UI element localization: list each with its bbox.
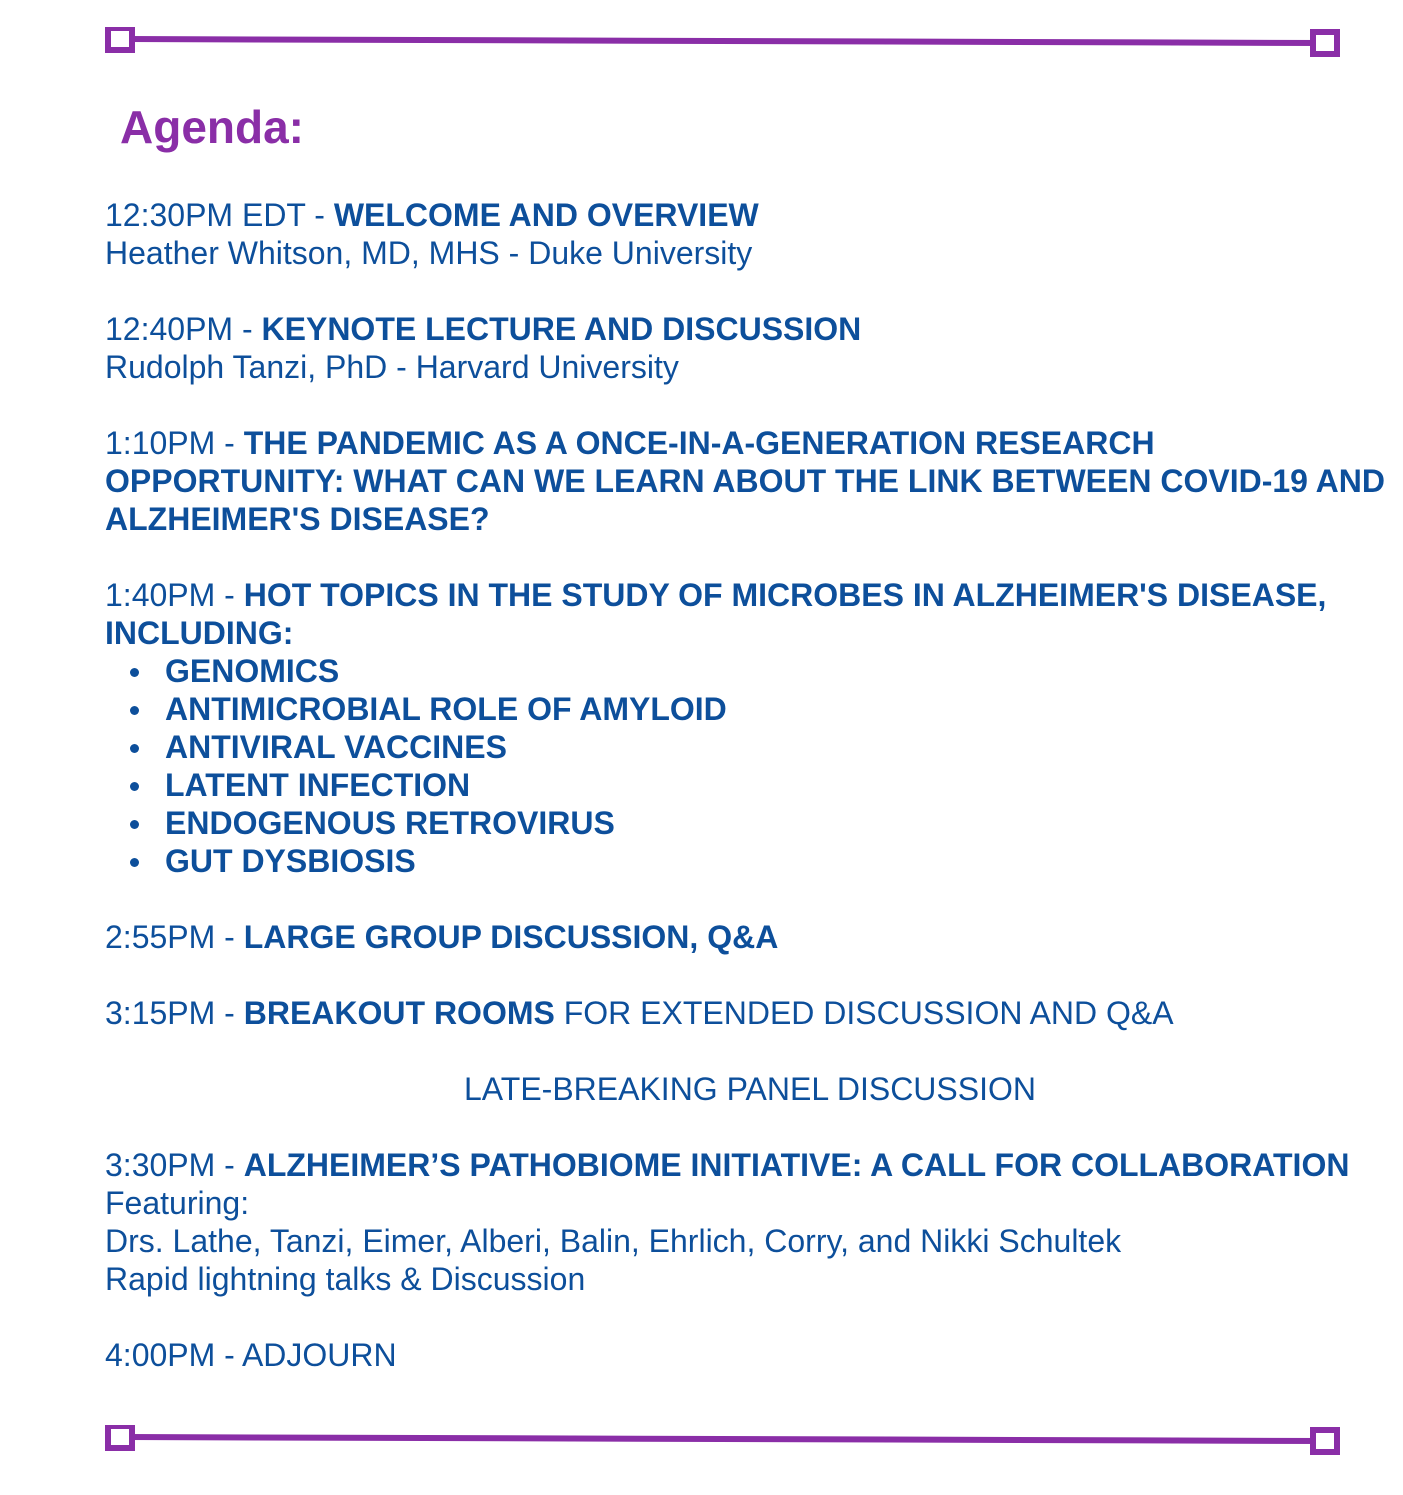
agenda-item-breakout: [105, 994, 1395, 1032]
agenda-item-group-discussion: [105, 918, 1395, 956]
agenda-session-title: ALZHEIMER’S PATHOBIOME INITIATIVE: A CALL FOR COLLABORATION: [243, 1147, 1350, 1183]
agenda-session-title: KEYNOTE LECTURE AND DISCUSSION: [261, 311, 862, 347]
top-divider: [104, 27, 1340, 57]
agenda-item-hot-topics: [105, 576, 1395, 880]
agenda-session-title: BREAKOUT ROOMS: [243, 995, 555, 1031]
panel-discussion-heading: [105, 1070, 1395, 1108]
agenda-time: 12:30PM EDT -: [105, 197, 334, 233]
agenda-time: 1:10PM -: [105, 425, 244, 461]
agenda-time: 1:40PM -: [105, 577, 244, 613]
agenda-session-title: THE PANDEMIC AS A ONCE-IN-A-GENERATION RESEARCH OPPORTUNITY: WHAT CAN WE LEARN ABOUT THE LINK BETWEEN COVID-19 AND ALZHEIMER'S DISEASE?: [105, 425, 1385, 537]
agenda-time: 3:30PM -: [105, 1147, 244, 1183]
featured-speakers: Drs. Lathe, Tanzi, Eimer, Alberi, Balin, Ehrlich, Corry, and Nikki Schultek: [105, 1223, 1122, 1259]
agenda-speaker: Heather Whitson, MD, MHS - Duke University: [105, 235, 753, 271]
topic-list-item: GUT DYSBIOSIS: [165, 842, 1395, 880]
agenda-item-welcome: [105, 196, 1395, 272]
topic-list-item: ANTIMICROBIAL ROLE OF AMYLOID: [165, 690, 1395, 728]
agenda-session-title: HOT TOPICS IN THE STUDY OF MICROBES IN ALZHEIMER'S DISEASE, INCLUDING:: [105, 577, 1327, 651]
topic-list-item: ENDOGENOUS RETROVIRUS: [165, 804, 1395, 842]
agenda-item-keynote: [105, 310, 1395, 386]
session-format: Rapid lightning talks & Discussion: [105, 1261, 586, 1297]
agenda-time: 12:40PM -: [105, 311, 262, 347]
agenda-time: 2:55PM -: [105, 919, 244, 955]
bottom-divider: [104, 1425, 1340, 1455]
featuring-label: Featuring:: [105, 1185, 250, 1221]
topic-list-item: GENOMICS: [165, 652, 1395, 690]
agenda-item-pandemic: [105, 424, 1395, 538]
agenda-session-suffix: FOR EXTENDED DISCUSSION AND Q&A: [554, 995, 1174, 1031]
agenda-item-adjourn: 4:00PM - ADJOURN: [105, 1337, 397, 1373]
page-title: Agenda:: [120, 101, 304, 153]
topic-list-item: ANTIVIRAL VACCINES: [165, 728, 1395, 766]
agenda-speaker: Rudolph Tanzi, PhD - Harvard University: [105, 349, 679, 385]
topic-list-item: LATENT INFECTION: [165, 766, 1395, 804]
agenda-time: 3:15PM -: [105, 995, 244, 1031]
agenda-item-pathobiome: [105, 1146, 1395, 1298]
agenda-session-title: WELCOME AND OVERVIEW: [333, 197, 759, 233]
panel-discussion-link[interactable]: LATE-BREAKING PANEL DISCUSSION: [464, 1071, 1036, 1107]
agenda-list: [105, 196, 1395, 1412]
agenda-session-title: LARGE GROUP DISCUSSION, Q&A: [243, 919, 779, 955]
topic-list: [105, 652, 1395, 880]
